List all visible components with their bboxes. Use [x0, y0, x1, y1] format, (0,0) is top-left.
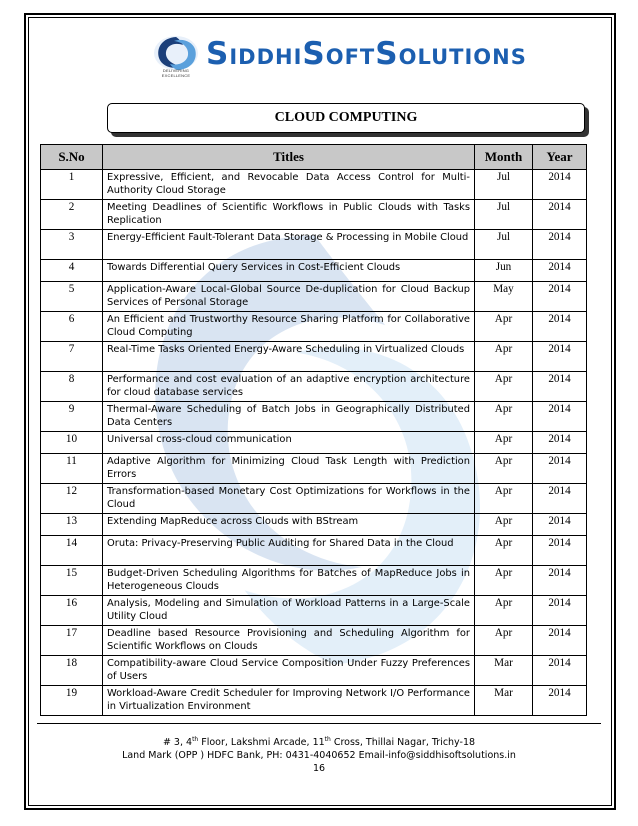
cell-title: Analysis, Modeling and Simulation of Workload Patterns in a Large-Scale Utility Cloud [103, 596, 475, 626]
page-number: 16 [312, 763, 326, 775]
table-row [41, 432, 587, 454]
cell-month: May [475, 282, 533, 312]
cell-title: Thermal-Aware Scheduling of Batch Jobs in Geographically Distributed Data Centers [103, 402, 475, 432]
footer [37, 733, 601, 775]
cell-sno: 2 [41, 200, 103, 230]
cell-year: 2014 [533, 282, 587, 312]
cell-title: Energy-Efficient Fault-Tolerant Data Storage & Processing in Mobile Cloud [103, 230, 475, 260]
cell-sno: 16 [41, 596, 103, 626]
table-row [41, 342, 587, 372]
cell-sno: 5 [41, 282, 103, 312]
company-name: SIDDHISOFTSOLUTIONS [206, 36, 527, 72]
cell-month: Apr [475, 596, 533, 626]
table-row [41, 282, 587, 312]
cell-title: Expressive, Efficient, and Revocable Data Access Control for Multi-Authority Cloud Storage [103, 170, 475, 200]
cell-year: 2014 [533, 260, 587, 282]
project-titles-table [40, 144, 587, 716]
cell-year: 2014 [533, 686, 587, 716]
cell-month: Apr [475, 432, 533, 454]
cell-month: Mar [475, 656, 533, 686]
cell-year: 2014 [533, 514, 587, 536]
footer-divider [37, 723, 601, 724]
table-row [41, 260, 587, 282]
cell-month: Apr [475, 626, 533, 656]
cell-month: Apr [475, 342, 533, 372]
logo-caption: DELIVERING EXCELLENCE [161, 68, 191, 78]
table-row [41, 170, 587, 200]
cell-title: Universal cross-cloud communication [103, 432, 475, 454]
cell-sno: 4 [41, 260, 103, 282]
cell-year: 2014 [533, 566, 587, 596]
cell-year: 2014 [533, 170, 587, 200]
cell-year: 2014 [533, 596, 587, 626]
cell-title: Deadline based Resource Provisioning and Scheduling Algorithm for Scientific Workflows on Clouds [103, 626, 475, 656]
cell-title: Meeting Deadlines of Scientific Workflows in Public Clouds with Tasks Replication [103, 200, 475, 230]
table-row [41, 626, 587, 656]
footer-address: # 3, 4th Floor, Lakshmi Arcade, 11th Cross, Thillai Nagar, Trichy-18 [162, 736, 476, 749]
cell-sno: 1 [41, 170, 103, 200]
cell-month: Apr [475, 454, 533, 484]
table-row [41, 454, 587, 484]
column-header-year: Year [533, 145, 587, 170]
cell-month: Apr [475, 514, 533, 536]
cell-sno: 12 [41, 484, 103, 514]
table-row [41, 402, 587, 432]
table-row [41, 514, 587, 536]
cell-year: 2014 [533, 536, 587, 566]
cell-sno: 13 [41, 514, 103, 536]
cell-month: Apr [475, 484, 533, 514]
cell-month: Apr [475, 372, 533, 402]
cell-month: Apr [475, 312, 533, 342]
cell-sno: 6 [41, 312, 103, 342]
cell-year: 2014 [533, 402, 587, 432]
cell-month: Jul [475, 230, 533, 260]
table-row [41, 656, 587, 686]
cell-title: Workload-Aware Credit Scheduler for Improving Network I/O Performance in Virtualization Environment [103, 686, 475, 716]
cell-month: Apr [475, 402, 533, 432]
cell-title: Towards Differential Query Services in Cost-Efficient Clouds [103, 260, 475, 282]
cell-month: Apr [475, 536, 533, 566]
table-row [41, 372, 587, 402]
cell-title: Performance and cost evaluation of an adaptive encryption architecture for cloud database services [103, 372, 475, 402]
cell-sno: 19 [41, 686, 103, 716]
cell-sno: 17 [41, 626, 103, 656]
cell-year: 2014 [533, 626, 587, 656]
table-row [41, 230, 587, 260]
cell-title: Transformation-based Monetary Cost Optimizations for Workflows in the Cloud [103, 484, 475, 514]
footer-contact: Land Mark (OPP ) HDFC Bank, PH: 0431-4040652 Email-info@siddhisoftsolutions.in [122, 750, 516, 762]
section-title: CLOUD COMPUTING [107, 103, 585, 133]
cell-title: Budget-Driven Scheduling Algorithms for Batches of MapReduce Jobs in Heterogeneous Clouds [103, 566, 475, 596]
cell-sno: 18 [41, 656, 103, 686]
cell-sno: 10 [41, 432, 103, 454]
table-row [41, 686, 587, 716]
cell-title: Application-Aware Local-Global Source De-duplication for Cloud Backup Services of Personal Storage [103, 282, 475, 312]
cell-title: An Efficient and Trustworthy Resource Sharing Platform for Collaborative Cloud Computing [103, 312, 475, 342]
cell-month: Jul [475, 170, 533, 200]
cell-year: 2014 [533, 656, 587, 686]
table-row [41, 596, 587, 626]
cell-title: Oruta: Privacy-Preserving Public Auditing for Shared Data in the Cloud [103, 536, 475, 566]
cell-year: 2014 [533, 432, 587, 454]
cell-year: 2014 [533, 342, 587, 372]
cell-title: Extending MapReduce across Clouds with BStream [103, 514, 475, 536]
cell-year: 2014 [533, 372, 587, 402]
table-header-row [41, 145, 587, 170]
column-header-month: Month [475, 145, 533, 170]
column-header-sno: S.No [41, 145, 103, 170]
cell-sno: 14 [41, 536, 103, 566]
table-row [41, 200, 587, 230]
cell-month: Mar [475, 686, 533, 716]
cell-title: Adaptive Algorithm for Minimizing Cloud Task Length with Prediction Errors [103, 454, 475, 484]
cell-sno: 3 [41, 230, 103, 260]
table-row [41, 312, 587, 342]
table-row [41, 566, 587, 596]
table-row [41, 536, 587, 566]
cell-year: 2014 [533, 200, 587, 230]
brand-header [150, 30, 570, 80]
cell-sno: 11 [41, 454, 103, 484]
column-header-titles: Titles [103, 145, 475, 170]
cell-month: Jul [475, 200, 533, 230]
cell-title: Compatibility-aware Cloud Service Composition Under Fuzzy Preferences of Users [103, 656, 475, 686]
cell-year: 2014 [533, 230, 587, 260]
cell-sno: 15 [41, 566, 103, 596]
cell-sno: 7 [41, 342, 103, 372]
cell-title: Real-Time Tasks Oriented Energy-Aware Scheduling in Virtualized Clouds [103, 342, 475, 372]
table-row [41, 484, 587, 514]
cell-year: 2014 [533, 312, 587, 342]
cell-year: 2014 [533, 454, 587, 484]
cell-month: Apr [475, 566, 533, 596]
cell-month: Jun [475, 260, 533, 282]
cell-sno: 8 [41, 372, 103, 402]
cell-year: 2014 [533, 484, 587, 514]
cell-sno: 9 [41, 402, 103, 432]
